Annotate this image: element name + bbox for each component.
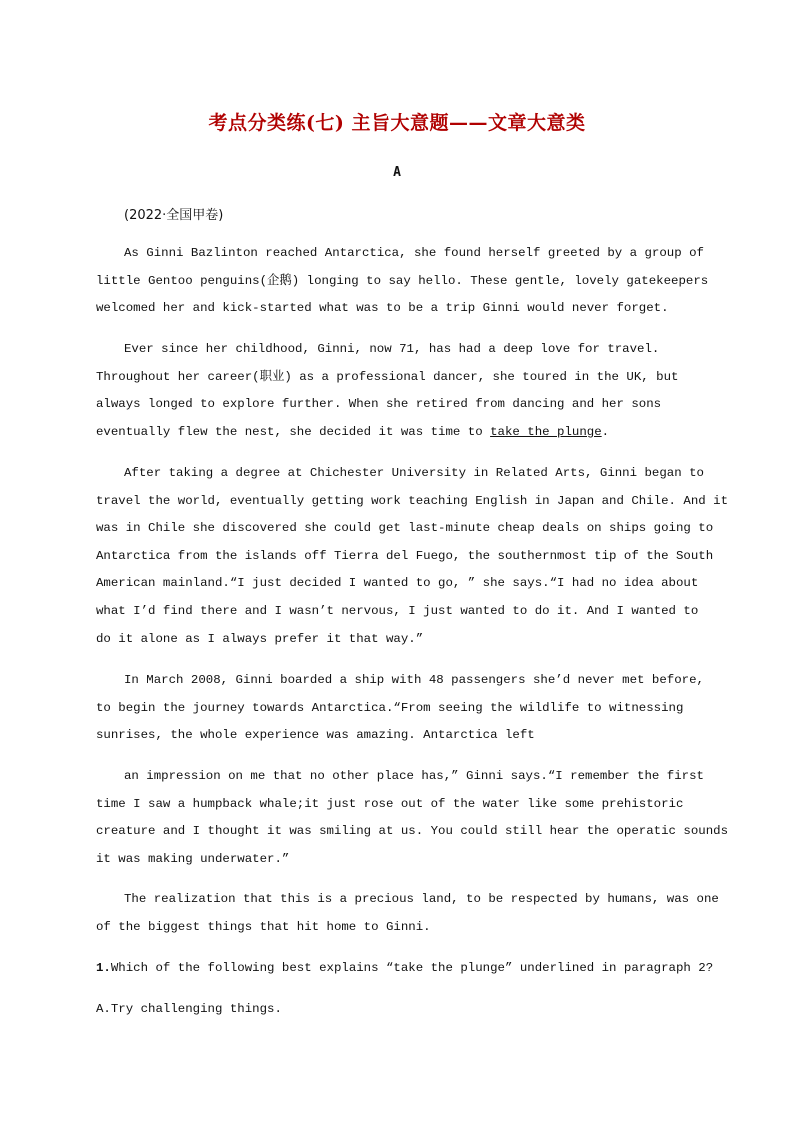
- question-1: [96, 955, 714, 983]
- option-text: A.Try challenging things.: [96, 1002, 282, 1016]
- text-line: travel the world, eventually getting work teaching English in Japan and Chile. And it: [96, 493, 729, 508]
- text-line: welcomed her and kick-started what was to be a trip Ginni would never forget.: [96, 301, 669, 316]
- paragraph-4: [96, 667, 704, 750]
- text-line: an impression on me that no other place has,” Ginni says.“I remember the first: [124, 769, 704, 783]
- text-line: creature and I thought it was smiling at us. You could still hear the operatic sounds: [96, 824, 729, 839]
- section-label: A: [393, 165, 401, 180]
- text-line: After taking a degree at Chichester University in Related Arts, Ginni began to: [124, 466, 704, 480]
- text-line: Antarctica from the islands off Tierra del Fuego, the southernmost tip of the South: [96, 548, 714, 563]
- page-title: 考点分类练(七) 主旨大意题——文章大意类: [208, 112, 586, 134]
- text-line: sunrises, the whole experience was amazing. Antarctica left: [96, 728, 535, 743]
- paragraph-6: [96, 886, 719, 941]
- paragraph-1: [96, 240, 709, 323]
- text-segment: .: [601, 424, 610, 439]
- text-line: was in Chile she discovered she could get last-minute cheap deals on ships going to: [96, 521, 714, 536]
- text-line: always longed to explore further. When she retired from dancing and her sons: [96, 397, 662, 412]
- text-line: do it alone as I always prefer it that way.”: [96, 631, 424, 646]
- text-line: [96, 419, 696, 447]
- text-line: to begin the journey towards Antarctica.“From seeing the wildlife to witnessing: [96, 700, 684, 715]
- question-line: [96, 955, 714, 983]
- text-line: of the biggest things that hit home to Ginni.: [96, 919, 431, 934]
- source-citation: (2022·全国甲卷): [124, 208, 224, 223]
- text-line: In March 2008, Ginni boarded a ship with 48 passengers she’d never met before,: [124, 673, 704, 687]
- paragraph-2: [96, 336, 696, 446]
- paragraph-3: [96, 460, 729, 653]
- question-text: Which of the following best explains “take the plunge” underlined in paragraph 2?: [110, 961, 714, 975]
- text-line: little Gentoo penguins(企鹅) longing to say hello. These gentle, lovely gatekeepers: [96, 273, 709, 288]
- text-line: Throughout her career(职业) as a professional dancer, she toured in the UK, but: [96, 369, 679, 384]
- paragraph-5: [96, 763, 729, 873]
- text-line: time I saw a humpback whale;it just rose out of the water like some prehistoric: [96, 796, 684, 811]
- text-line: As Ginni Bazlinton reached Antarctica, she found herself greeted by a group of: [124, 246, 704, 260]
- text-line: what I’d find there and I wasn’t nervous, I just wanted to do it. And I wanted to: [96, 603, 699, 618]
- underlined-phrase: take the plunge: [490, 424, 602, 439]
- text-line: it was making underwater.”: [96, 851, 290, 866]
- text-line: American mainland.“I just decided I wanted to go, ” she says.“I had no idea about: [96, 576, 699, 591]
- text-line: The realization that this is a precious land, to be respected by humans, was one: [124, 892, 719, 906]
- question-number: 1.: [96, 961, 111, 975]
- text-segment: eventually flew the nest, she decided it was time to: [96, 424, 491, 439]
- answer-option-a: [96, 996, 696, 1024]
- text-line: Ever since her childhood, Ginni, now 71, has had a deep love for travel.: [124, 342, 660, 356]
